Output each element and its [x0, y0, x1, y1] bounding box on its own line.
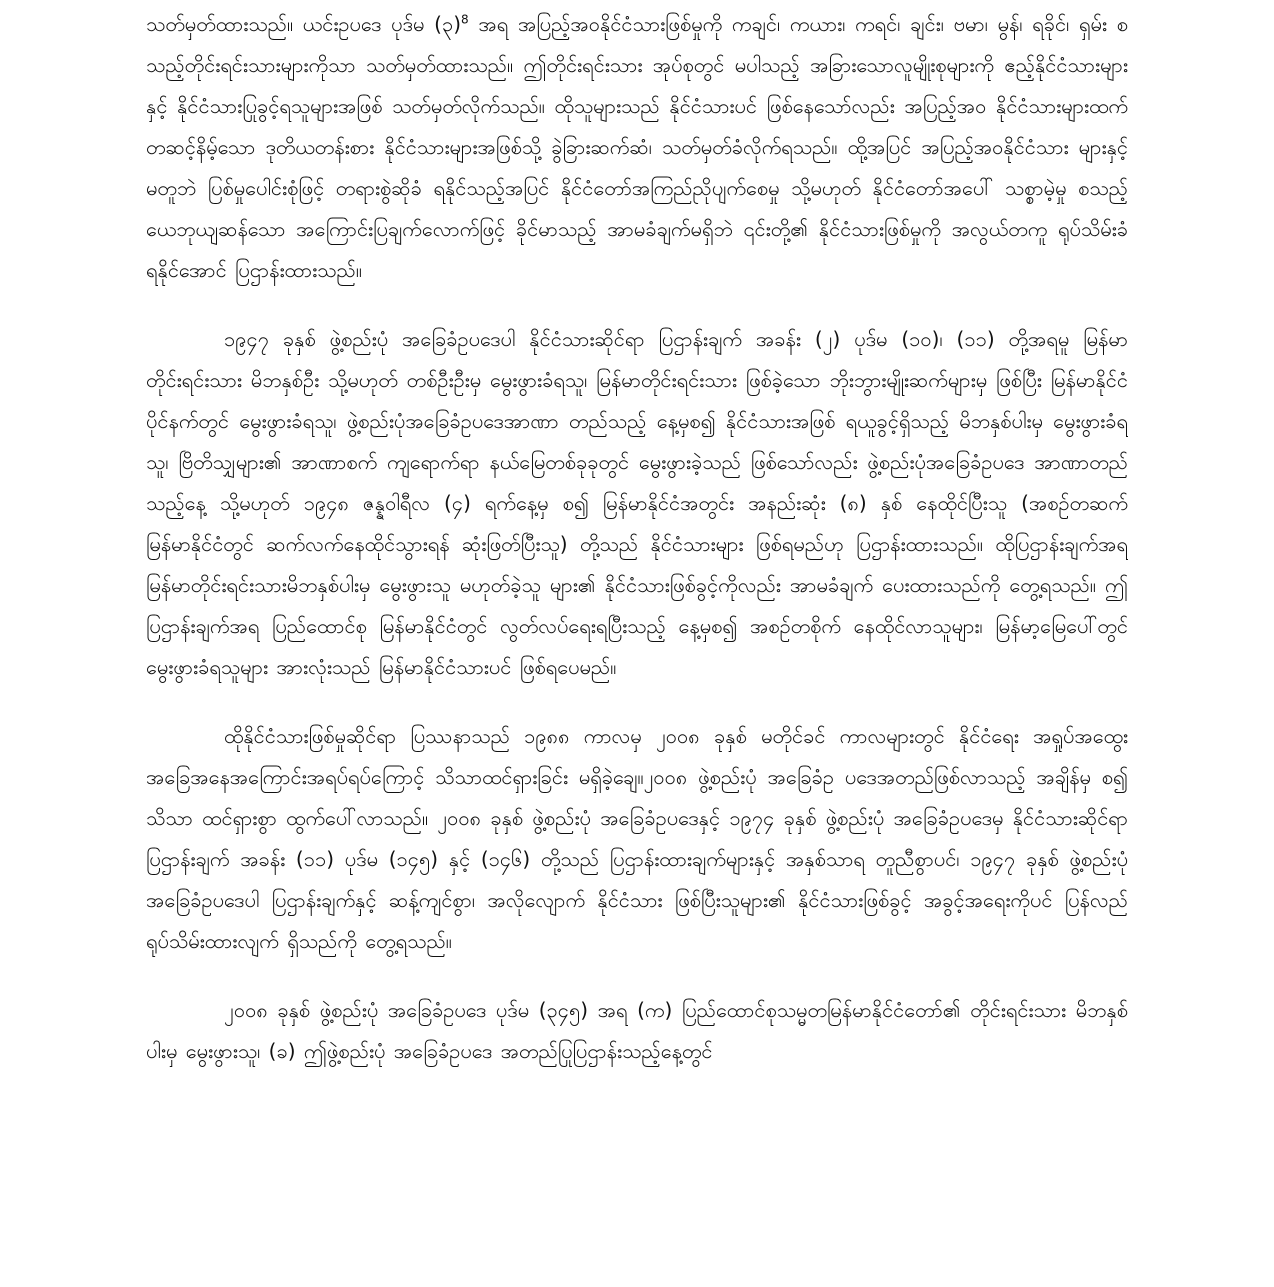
paragraph-gap: [146, 688, 1128, 716]
text-run: ၂၀၀၈ ခုနှစ် ဖွဲ့စည်းပုံ အခြေခံဥပဒေ ပုဒ်မ (၃၄၅) အရ (က) ပြည်ထောင်စုသမ္မတမြန်မာနိုင်ငံတော်၏ တိုင်းရင်းသား မိဘနှစ်ပါးမှ မွေးဖွားသူ၊ (ခ) ဤဖွဲ့စည်းပုံ အခြေခံဥပဒေ အတည်ပြုပြဌာန်းသည့်နေ့တွင်: [146, 998, 1128, 1063]
paragraph-4: [146, 990, 1128, 1072]
text-run: ထိုနိုင်ငံသားဖြစ်မှုဆိုင်ရာ ပြဿနာသည် ၁၉၈၈ ကာလမှ ၂၀၀၈ ခုနှစ် မတိုင်ခင် ကာလများတွင် နိုင်ငံရေး အရှုပ်အထွေး အခြေအနေအကြောင်းအရပ်ရပ်ကြောင့် သိသာထင်ရှားခြင်း မရှိခဲ့ချေ။၂၀၀၈ ဖွဲ့စည်းပုံ အခြေခံဥ ပဒေအတည်ဖြစ်လာသည့် အချိန်မှ စ၍ သိသာ ထင်ရှားစွာ ထွက်ပေါ်လာသည်။ ၂၀၀၈ ခုနှစ် ဖွဲ့စည်းပုံ အခြေခံဥပဒေနှင့် ၁၉၇၄ ခုနှစ် ဖွဲ့စည်းပုံ အခြေခံဥပဒေမှ နိုင်ငံသားဆိုင်ရာ ပြဌာန်းချက် အခန်း (၁၁) ပုဒ်မ (၁၄၅) နှင့် (၁၄၆) တို့သည် ပြဌာန်းထားချက်များနှင့် အနှစ်သာရ တူညီစွာပင်၊ ၁၉၄၇ ခုနှစ် ဖွဲ့စည်းပုံ အခြေခံဥပဒေပါ ပြဌာန်းချက်နှင့် ဆန့်ကျင်စွာ၊ အလိုလျောက် နိုင်ငံသား ဖြစ်ပြီးသူများ၏ နိုင်ငံသားဖြစ်ခွင့် အခွင့်အရေးကိုပင် ပြန်လည် ရုပ်သိမ်းထားလျက် ရှိသည်ကို တွေ့ရသည်။: [146, 724, 1128, 953]
document-page: [146, 4, 1128, 1284]
footnote-marker: 8: [461, 12, 469, 27]
paragraph-gap: [146, 962, 1128, 990]
paragraph-gap: [146, 291, 1128, 319]
paragraph-2: [146, 319, 1128, 688]
paragraph-1: [146, 4, 1128, 291]
text-run: သတ်မှတ်ထားသည်။ ယင်းဥပဒေ ပုဒ်မ (၃): [146, 12, 461, 36]
paragraph-3: [146, 716, 1128, 962]
text-run: ၁၉၄၇ ခုနှစ် ဖွဲ့စည်းပုံ အခြေခံဥပဒေပါ နိုင်ငံသားဆိုင်ရာ ပြဌာန်းချက် အခန်း (၂) ပုဒ်မ (၁၀)၊ (၁၁) တို့အရမူ မြန်မာတိုင်းရင်းသား မိဘနှစ်ဦး သို့မဟုတ် တစ်ဦးဦးမှ မွေးဖွားခံရသူ၊ မြန်မာတိုင်းရင်းသား ဖြစ်ခဲ့သော ဘိုးဘွားမျိုးဆက်များမှ ဖြစ်ပြီး မြန်မာနိုင်ငံပိုင်နက်တွင် မွေးဖွားခံရသူ၊ ဖွဲ့စည်းပုံအခြေခံဥပဒေအာဏာ တည်သည့် နေ့မှစ၍ နိုင်ငံသားအဖြစ် ရယူခွင့်ရှိသည့် မိဘနှစ်ပါးမှ မွေးဖွားခံရသူ၊ ဗြိတိသျှများ၏ အာဏာစက် ကျရောက်ရာ နယ်မြေတစ်ခုခုတွင် မွေးဖွားခဲ့သည် ဖြစ်သော်လည်း ဖွဲ့စည်းပုံအခြေခံဥပဒေ အာဏာတည်သည့်နေ့ သို့မဟုတ် ၁၉၄၈ ဇန္နဝါရီလ (၄) ရက်နေ့မှ စ၍ မြန်မာနိုင်ငံအတွင်း အနည်းဆုံး (၈) နှစ် နေထိုင်ပြီးသူ (အစဉ်တဆက် မြန်မာနိုင်ငံတွင် ဆက်လက်နေထိုင်သွားရန် ဆုံးဖြတ်ပြီးသူ) တို့သည် နိုင်ငံသားများ ဖြစ်ရမည်ဟု ပြဌာန်းထားသည်။ ထိုပြဌာန်းချက်အရ မြန်မာတိုင်းရင်းသားမိဘနှစ်ပါးမှ မွေးဖွားသူ မဟုတ်ခဲ့သူ များ၏ နိုင်ငံသားဖြစ်ခွင့်ကိုလည်း အာမခံချက် ပေးထားသည်ကို တွေ့ရသည်။ ဤပြဌာန်းချက်အရ ပြည်ထောင်စု မြန်မာနိုင်ငံတွင် လွတ်လပ်ရေးရပြီးသည့် နေ့မှစ၍ အစဉ်တစိုက် နေထိုင်လာသူများ၊ မြန်မာ့မြေပေါ်တွင် မွေးဖွားခံရသူများ အားလုံးသည် မြန်မာနိုင်ငံသားပင် ဖြစ်ရပေမည်။: [146, 327, 1128, 679]
text-run: အရ အပြည့်အဝနိုင်ငံသားဖြစ်မှုကို ကချင်၊ ကယား၊ ကရင်၊ ချင်း၊ ဗမာ၊ မွန်၊ ရခိုင်၊ ရှမ်း စသည့်တိုင်းရင်းသားများကိုသာ သတ်မှတ်ထားသည်။ ဤတိုင်းရင်းသား အုပ်စုတွင် မပါသည့် အခြားသောလူမျိုးစုများကို ဧည့်နိုင်ငံသားများနှင့် နိုင်ငံသားပြုခွင့်ရသူများအဖြစ် သတ်မှတ်လိုက်သည်။ ထိုသူများသည် နိုင်ငံသားပင် ဖြစ်နေသော်လည်း အပြည့်အဝ နိုင်ငံသားများထက် တဆင့်နိမ့်သော ဒုတိယတန်းစား နိုင်ငံသားများအဖြစ်သို့ ခွဲခြားဆက်ဆံ၊ သတ်မှတ်ခံလိုက်ရသည်။ ထို့အပြင် အပြည့်အဝနိုင်ငံသား များနှင့် မတူဘဲ ပြစ်မှုပေါင်းစုံဖြင့် တရားစွဲဆိုခံ ရနိုင်သည့်အပြင် နိုင်ငံတော်အကြည်ညိုပျက်စေမှု သို့မဟုတ် နိုင်ငံတော်အပေါ် သစ္စာမဲ့မှု စသည့် ယေဘုယျဆန်သော အကြောင်းပြချက်လောက်ဖြင့် ခိုင်မာသည့် အာမခံချက်မရှိဘဲ ၎င်းတို့၏ နိုင်ငံသားဖြစ်မှုကို အလွယ်တကူ ရုပ်သိမ်းခံ ရနိုင်အောင် ပြဌာန်းထားသည်။: [146, 12, 1128, 282]
